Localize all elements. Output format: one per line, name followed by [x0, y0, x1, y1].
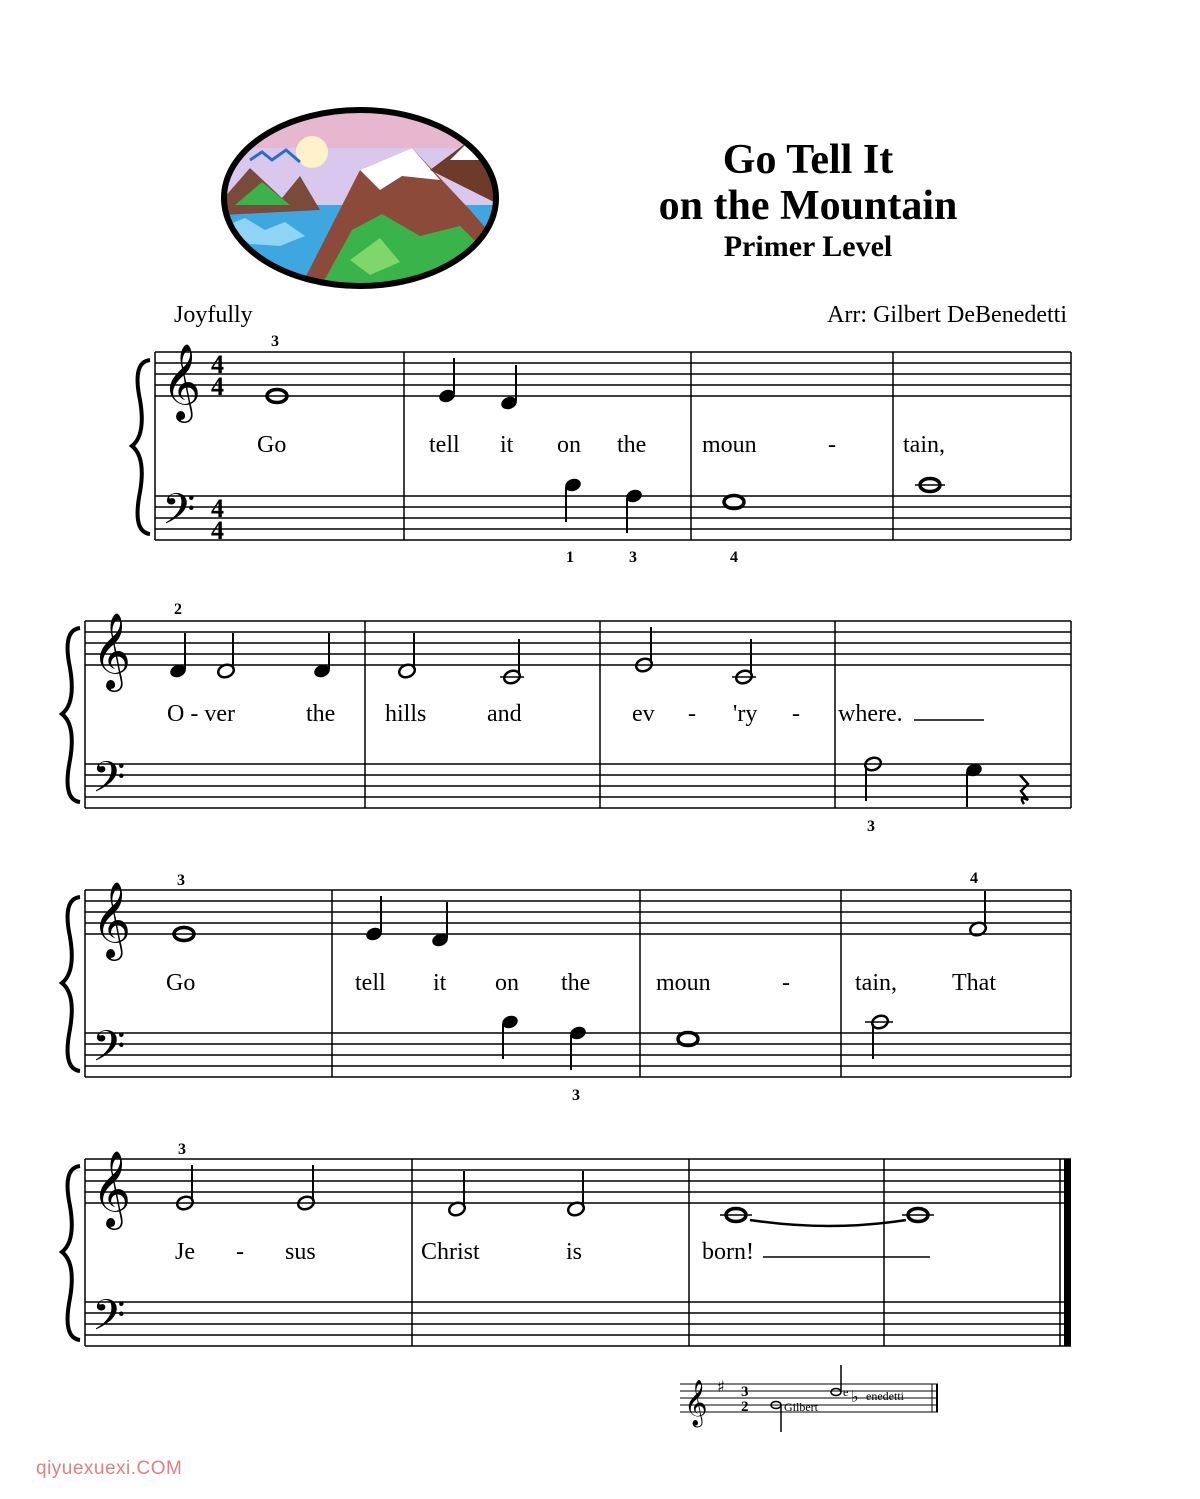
bass-clef-icon: 𝄢 [92, 753, 126, 813]
treble-clef-icon: 𝄞 [162, 343, 202, 420]
title-line-1: Go Tell It [722, 137, 894, 183]
fingering: 1 [566, 549, 574, 566]
composer-signature [680, 1365, 938, 1432]
signature-text-first: Gilbert [784, 1400, 818, 1414]
lyric: That [952, 970, 996, 996]
svg-text:4: 4 [211, 350, 224, 379]
lyric: Go [166, 970, 196, 996]
lyric: where. [838, 701, 903, 727]
svg-text:4: 4 [211, 494, 224, 523]
lyric: and [487, 701, 522, 727]
lyric: O - ver [167, 701, 235, 727]
quarter-rest-icon [1020, 775, 1028, 804]
arranger-credit: Arr: Gilbert DeBenedetti [827, 302, 1067, 328]
lyric: the [617, 432, 647, 458]
bass-clef-icon: 𝄢 [92, 1022, 126, 1082]
lyric: 'ry [733, 701, 758, 727]
lyric: - [782, 970, 790, 996]
fingering: 4 [970, 870, 978, 887]
lyric: on [557, 432, 581, 458]
signature-time-top: 3 [741, 1384, 749, 1400]
lyric: Go [257, 432, 287, 458]
lyric: it [500, 432, 514, 458]
lyric: is [566, 1239, 583, 1265]
lyric: moun [656, 970, 711, 996]
bass-clef-icon: 𝄢 [162, 485, 196, 545]
signature-e: e [843, 1385, 849, 1399]
lyric: on [495, 970, 519, 996]
bass-clef-icon: 𝄢 [92, 1291, 126, 1351]
fingering: 3 [572, 1087, 580, 1104]
final-barline [1064, 1159, 1071, 1346]
system-1 [132, 333, 1071, 566]
lyric: the [561, 970, 591, 996]
fingering: 3 [629, 549, 637, 566]
lyric: Je [175, 1239, 195, 1265]
flat-icon: ♭ [851, 1387, 859, 1406]
fingering: 2 [174, 601, 182, 618]
system-4 [62, 1141, 1071, 1351]
lyric: the [306, 701, 336, 727]
lyric: - [236, 1239, 244, 1265]
signature-text-last: enedetti [866, 1389, 904, 1403]
lyric: - [792, 701, 800, 727]
lyric: - [828, 432, 836, 458]
lyric: - [688, 701, 696, 727]
lyric: moun [702, 432, 757, 458]
title-line-2: on the Mountain [658, 183, 958, 229]
sharp-icon: ♯ [717, 1377, 725, 1396]
lyric: ev [632, 701, 655, 727]
treble-clef-icon: 𝄞 [92, 1150, 132, 1227]
mountain-landscape-icon [220, 108, 500, 295]
lyric: tell [429, 432, 460, 458]
lyric: hills [385, 701, 427, 727]
lyric: tain, [903, 432, 945, 458]
system-2 [62, 601, 1071, 835]
lyric: sus [285, 1239, 316, 1265]
tie [750, 1220, 906, 1226]
fingering: 4 [730, 549, 738, 566]
fingering: 3 [867, 818, 875, 835]
treble-clef-icon: 𝄞 [684, 1380, 708, 1426]
svg-text:4: 4 [211, 372, 224, 401]
lyric: Christ [421, 1239, 480, 1265]
lyric: it [433, 970, 447, 996]
signature-time-bottom: 2 [741, 1399, 749, 1415]
fingering: 3 [177, 872, 185, 889]
fingering: 3 [271, 333, 279, 350]
subtitle: Primer Level [723, 230, 893, 263]
treble-clef-icon: 𝄞 [92, 881, 132, 958]
treble-clef-icon: 𝄞 [92, 612, 132, 689]
lyric: tell [355, 970, 386, 996]
watermark: qiyuexuexi.COM [36, 1458, 183, 1479]
fingering: 3 [178, 1141, 186, 1158]
tempo-marking: Joyfully [174, 302, 253, 328]
lyric: tain, [855, 970, 897, 996]
system-3 [62, 870, 1071, 1104]
lyric: born! [702, 1239, 754, 1265]
svg-text:4: 4 [211, 516, 224, 545]
